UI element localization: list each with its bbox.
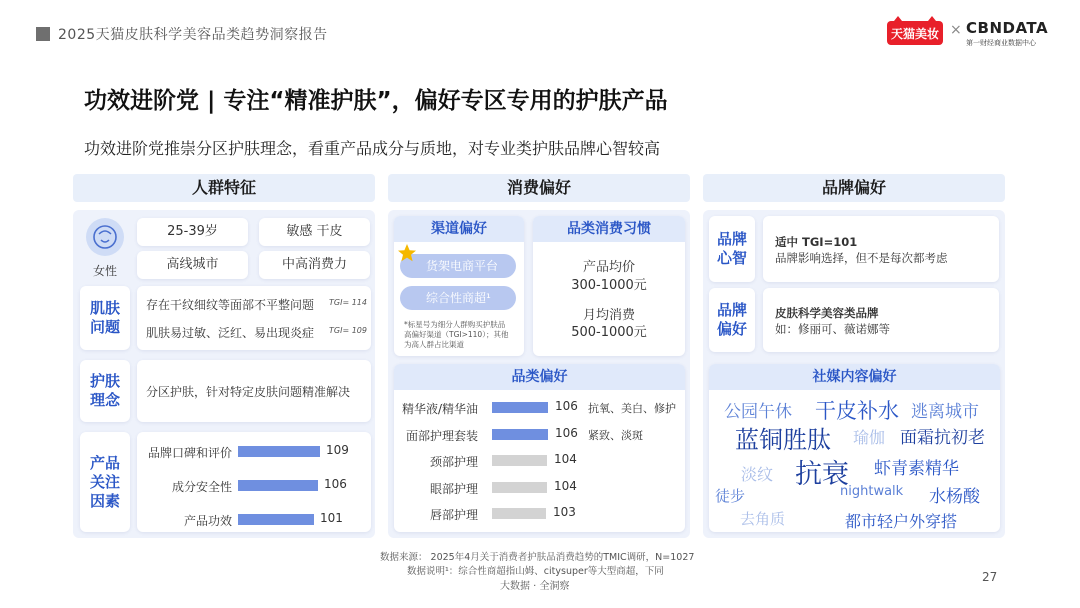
word-cloud-term: 淡纹 [741, 465, 774, 484]
page-subtitle: 功效进阶党推崇分区护肤理念，看重产品成分与质地，对专业类护肤品牌心智较高 [84, 139, 661, 158]
tmall-beauty-logo [886, 16, 944, 46]
page-title: 功效进阶党 | 专注“精准护肤”，偏好专区专用的护肤产品 [84, 88, 668, 114]
page-number: 27 [982, 570, 998, 584]
skin-issue-tgi: TGI= 114 [329, 298, 367, 307]
channel-pill: 综合性商超¹ [400, 286, 516, 310]
header-square-icon [36, 27, 50, 41]
word-cloud-term: 虾青素精华 [874, 459, 959, 479]
habit-title: 品类消费习惯 [533, 216, 685, 242]
category-label: 精华液/精华油 [401, 402, 478, 416]
word-cloud-term: 公园午休 [724, 402, 792, 422]
category-bar [492, 402, 548, 413]
factor-bar [238, 514, 314, 525]
category-title: 品类偏好 [394, 364, 685, 390]
word-cloud-term: 抗衰 [795, 459, 849, 490]
factor-bar [238, 446, 320, 457]
brand-mind-desc: 品牌影响选择，但不是每次都考虑 [775, 251, 948, 265]
category-value: 103 [553, 505, 576, 519]
factor-label: 成分安全性 [171, 480, 232, 494]
factor-value: 109 [326, 443, 349, 457]
category-label: 眼部护理 [429, 481, 478, 496]
monthly-spend-value: 500-1000元 [571, 325, 647, 340]
factors-label: 产品 关注 因素 [89, 454, 120, 510]
word-cloud-term: 水杨酸 [929, 487, 980, 507]
avg-price-value: 300-1000元 [571, 278, 647, 293]
word-cloud-term: 徒步 [715, 487, 746, 505]
brand-pref-type: 皮肤科学美容类品牌 [775, 306, 879, 320]
word-cloud-term: 瑜伽 [853, 428, 886, 447]
brand-pref-examples: 如：修丽可、薇诺娜等 [775, 322, 890, 336]
logo-separator: × [950, 22, 962, 38]
category-label: 面部护理套装 [405, 428, 478, 443]
category-bar [492, 429, 548, 440]
skin-issue-text: 存在干纹细纹等面部不平整问题 [146, 298, 315, 312]
factor-value: 101 [320, 511, 343, 525]
footer-source: 数据来源： 2025年4月关于消费者护肤品消费趋势的TMIC调研，N=1027 [380, 552, 695, 563]
category-value: 104 [554, 452, 577, 466]
tag-age: 25-39岁 [137, 218, 248, 246]
category-note: 抗氧、美白、修护 [588, 402, 676, 415]
brand-mind-label: 品牌 心智 [716, 230, 747, 267]
category-label: 唇部护理 [429, 508, 478, 522]
avg-price-label: 产品均价 [582, 260, 635, 275]
category-bar [492, 455, 547, 466]
word-cloud-term: 干皮补水 [815, 399, 899, 423]
category-label: 颈部护理 [429, 455, 478, 469]
brand-mind-level: 适中 TGI=101 [775, 235, 858, 249]
star-icon [397, 243, 417, 263]
social-title: 社媒内容偏好 [709, 364, 1000, 390]
category-value: 106 [555, 425, 578, 440]
avatar [86, 218, 124, 256]
footer-note: 数据说明¹：综合性商超指山姆、citysuper等大型商超，下同 [407, 566, 664, 577]
word-cloud-term: nightwalk [840, 484, 904, 499]
svg-text:天猫美妆: 天猫美妆 [890, 27, 940, 41]
factor-label: 产品功效 [183, 514, 232, 528]
category-bar [492, 508, 546, 519]
female-head-icon [86, 218, 124, 256]
footer-brand: 大数据 · 全洞察 [500, 581, 570, 592]
cbndata-logo: CBNDATA [966, 19, 1049, 37]
gender-label: 女性 [93, 264, 118, 278]
channel-pill: 货架电商平台 [400, 254, 516, 278]
word-cloud-term: 逃离城市 [911, 402, 979, 422]
report-title: 2025天猫皮肤科学美容品类趋势洞察报告 [58, 27, 328, 43]
skin-issue-text: 肌肤易过敏、泛红、易出现炎症 [146, 326, 315, 340]
monthly-spend-label: 月均消费 [582, 308, 635, 323]
tag-skin-type: 敏感 干皮 [259, 218, 370, 246]
section-header-brand: 品牌偏好 [703, 174, 1005, 202]
section-header-crowd: 人群特征 [73, 174, 375, 202]
skin-issues-label: 肌肤 问题 [89, 299, 120, 336]
tag-city-tier: 高线城市 [137, 251, 248, 279]
factor-bar [238, 480, 318, 491]
factor-value: 106 [324, 477, 347, 491]
factor-label: 品牌口碑和评价 [147, 446, 232, 460]
word-cloud-term: 面霜抗初老 [900, 428, 985, 448]
brand-pref-label: 品牌 偏好 [716, 301, 747, 338]
category-value: 104 [554, 478, 577, 493]
channel-title: 渠道偏好 [394, 216, 524, 242]
section-header-consumption: 消费偏好 [388, 174, 690, 202]
channel-note: *标星号为细分人群购买护肤品 高偏好渠道（TGI>110）；其他 为高人群占比渠道 [404, 320, 509, 349]
word-cloud-term: 都市轻户外穿搭 [845, 512, 958, 531]
concept-label: 护肤 理念 [89, 372, 120, 409]
word-cloud-term: 蓝铜胜肽 [735, 426, 831, 454]
tag-spending-power: 中高消费力 [259, 251, 370, 279]
cbndata-logo-subtitle: 第一财经商业数据中心 [966, 39, 1036, 47]
concept-text: 分区护肤，针对特定皮肤问题精准解决 [146, 385, 351, 399]
category-value: 106 [555, 399, 578, 413]
category-bar [492, 482, 547, 493]
skin-issue-tgi: TGI= 109 [329, 326, 367, 335]
category-note: 紧致、淡斑 [588, 428, 643, 442]
word-cloud-term: 去角质 [740, 510, 786, 528]
